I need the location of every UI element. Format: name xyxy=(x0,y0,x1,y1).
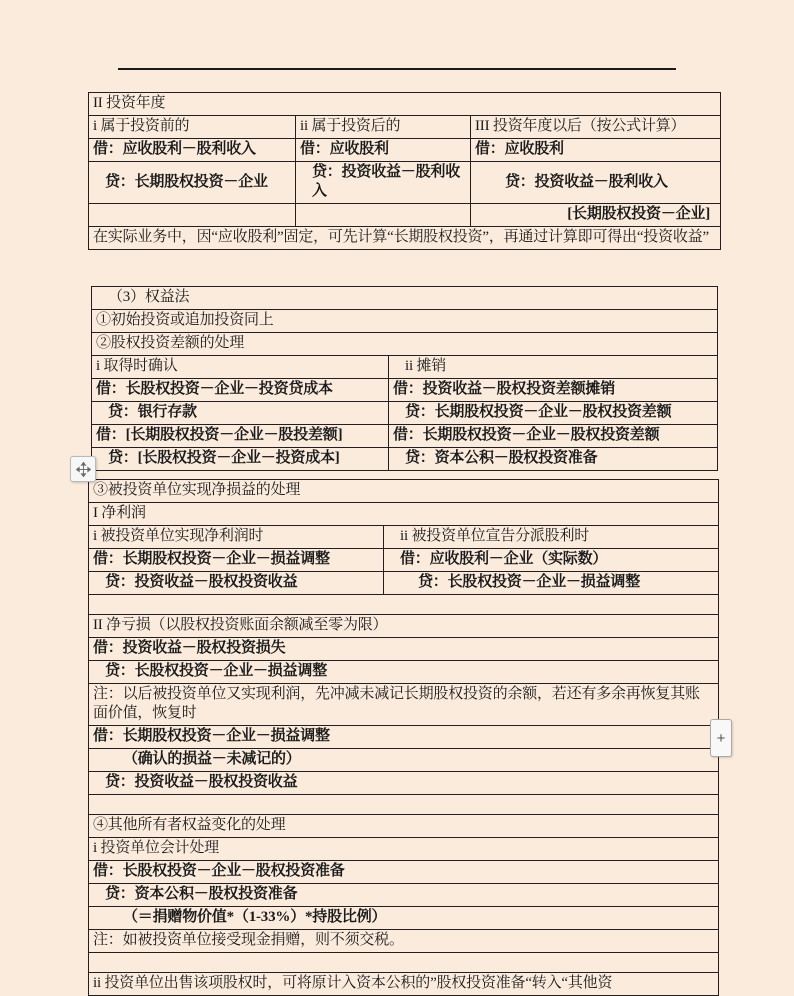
table-row xyxy=(89,139,721,162)
table-row xyxy=(89,93,721,116)
cell-t1-r2c3: III 投资年度以后（按公式计算） xyxy=(471,116,721,139)
cell-t3-r16: i 投资单位会计处理 xyxy=(89,838,719,861)
table-row xyxy=(89,907,719,930)
cell-t3-spacer-3 xyxy=(89,953,719,973)
table-row xyxy=(92,402,718,425)
cell-t2-r5c1: 借：长股权投资－企业－投资贷成本 xyxy=(92,379,389,402)
cell-t3-r13: 贷：投资收益－股权投资收益 xyxy=(89,772,719,795)
table-row xyxy=(89,661,719,684)
cell-t1-title: II 投资年度 xyxy=(89,93,721,116)
cell-t1-r2c2: ii 属于投资后的 xyxy=(296,116,471,139)
cell-t3-r17: 借：长股权投资－企业－股权投资准备 xyxy=(89,861,719,884)
horizontal-rule xyxy=(118,68,676,70)
table-row xyxy=(89,684,719,726)
table-row xyxy=(89,204,721,227)
cell-t1-r3c1: 借：应收股利－股利收入 xyxy=(89,139,296,162)
table-investment-year xyxy=(88,92,721,250)
cell-t1-r4c3: 贷：投资收益－股利收入 xyxy=(471,162,721,204)
table-row xyxy=(92,425,718,448)
table-row xyxy=(89,549,719,572)
table-row xyxy=(89,116,721,139)
cell-t1-r4c2: 贷：投资收益－股利收入 xyxy=(296,162,471,204)
cell-t3-r11: 借：长期股权投资－企业－损益调整 xyxy=(89,726,719,749)
plus-icon: + xyxy=(716,729,726,747)
cell-t1-r4c1: 贷：长期股权投资－企业 xyxy=(89,162,296,204)
cell-t2-r4c1: i 取得时确认 xyxy=(92,356,389,379)
table-row xyxy=(89,595,719,615)
table-row xyxy=(89,884,719,907)
cell-t3-r18: 贷：资本公积－股权投资准备 xyxy=(89,884,719,907)
cell-t1-note: 在实际业务中，因“应收股利”固定，可先计算“长期股权投资”，再通过计算即可得出“投资收益” xyxy=(89,227,721,250)
cell-t1-r5c1 xyxy=(89,204,296,227)
cell-t3-r4c2: 借：应收股利－企业（实际数） xyxy=(384,549,719,572)
cell-t1-r3c3: 借：应收股利 xyxy=(471,139,721,162)
move-four-arrows-icon xyxy=(76,462,91,477)
table-net-profit-loss xyxy=(88,479,719,996)
cell-t3-r3c2: ii 被投资单位宣告分派股利时 xyxy=(384,526,719,549)
table-row xyxy=(89,726,719,749)
cell-t2-r7c2: 借：长期股权投资－企业－股权投资差额 xyxy=(389,425,718,448)
insert-row-button[interactable] xyxy=(710,719,732,757)
table-row xyxy=(89,526,719,549)
cell-t3-r5c2: 贷：长股权投资－企业－损益调整 xyxy=(384,572,719,595)
move-handle[interactable] xyxy=(70,456,96,482)
cell-t3-r8: 借：投资收益－股权投资损失 xyxy=(89,638,719,661)
cell-t3-r2: I 净利润 xyxy=(89,503,719,526)
table-row xyxy=(92,448,718,471)
table-row xyxy=(89,162,721,204)
table-row xyxy=(89,615,719,638)
table-row xyxy=(89,503,719,526)
table-row xyxy=(89,795,719,815)
cell-t2-r3: ②股权投资差额的处理 xyxy=(92,333,718,356)
cell-t3-spacer-1 xyxy=(89,595,719,615)
table-row xyxy=(89,480,719,503)
table-equity-method xyxy=(91,286,718,471)
table-row xyxy=(89,772,719,795)
cell-t3-r12: （确认的损益－未减记的） xyxy=(89,749,719,772)
table-row xyxy=(92,379,718,402)
cell-t2-r4c2: ii 摊销 xyxy=(389,356,718,379)
table-row xyxy=(89,838,719,861)
cell-t2-r5c2: 借：投资收益－股权投资差额摊销 xyxy=(389,379,718,402)
cell-t3-r19: （＝捐赠物价值*（1-33%）*持股比例） xyxy=(89,907,719,930)
table-row xyxy=(92,310,718,333)
cell-t3-r5c1: 贷：投资收益－股权投资收益 xyxy=(89,572,384,595)
table-row xyxy=(92,356,718,379)
cell-t3-r3c1: i 被投资单位实现净利润时 xyxy=(89,526,384,549)
cell-t2-r7c1: 借：[长期股权投资－企业－股投差额] xyxy=(92,425,389,448)
cell-t3-r4c1: 借：长期股权投资－企业－损益调整 xyxy=(89,549,384,572)
table-row xyxy=(89,227,721,250)
table-row xyxy=(89,861,719,884)
table-row xyxy=(89,638,719,661)
cell-t3-note-1: 注：以后被投资单位又实现利润，先冲减未减记长期股权投资的余额，若还有多余再恢复其账面价值，恢复时 xyxy=(89,684,719,726)
cell-t2-r8c2: 贷：资本公积－股权投资准备 xyxy=(389,448,718,471)
cell-t1-r3c2: 借：应收股利 xyxy=(296,139,471,162)
cell-t3-title: ③被投资单位实现净损益的处理 xyxy=(89,480,719,503)
cell-t2-r2: ①初始投资或追加投资同上 xyxy=(92,310,718,333)
table-row xyxy=(89,749,719,772)
cell-t2-r6c1: 贷：银行存款 xyxy=(92,402,389,425)
cell-t2-r6c2: 贷：长期股权投资－企业－股权投资差额 xyxy=(389,402,718,425)
cell-t3-note-2: 注：如被投资单位接受现金捐赠，则不须交税。 xyxy=(89,930,719,953)
cell-t1-r2c1: i 属于投资前的 xyxy=(89,116,296,139)
cell-t3-r9: 贷：长股权投资－企业－损益调整 xyxy=(89,661,719,684)
table-row xyxy=(89,930,719,953)
cell-t3-spacer-2 xyxy=(89,795,719,815)
cell-t3-r15: ④其他所有者权益变化的处理 xyxy=(89,815,719,838)
cell-t1-r5c2 xyxy=(296,204,471,227)
cell-t1-r5c3: [长期股权投资－企业] xyxy=(471,204,721,227)
table-row xyxy=(89,973,719,996)
cell-t3-r7: II 净亏损（以股权投资账面余额减至零为限） xyxy=(89,615,719,638)
table-row xyxy=(89,953,719,973)
cell-t2-r8c1: 贷：[长股权投资－企业－投资成本] xyxy=(92,448,389,471)
cell-t2-title: （3）权益法 xyxy=(92,287,718,310)
table-row xyxy=(92,287,718,310)
cell-t3-r22: ii 投资单位出售该项股权时，可将原计入资本公积的”股权投资准备“转入“其他资 xyxy=(89,973,719,996)
table-row xyxy=(89,572,719,595)
table-row xyxy=(89,815,719,838)
table-row xyxy=(92,333,718,356)
